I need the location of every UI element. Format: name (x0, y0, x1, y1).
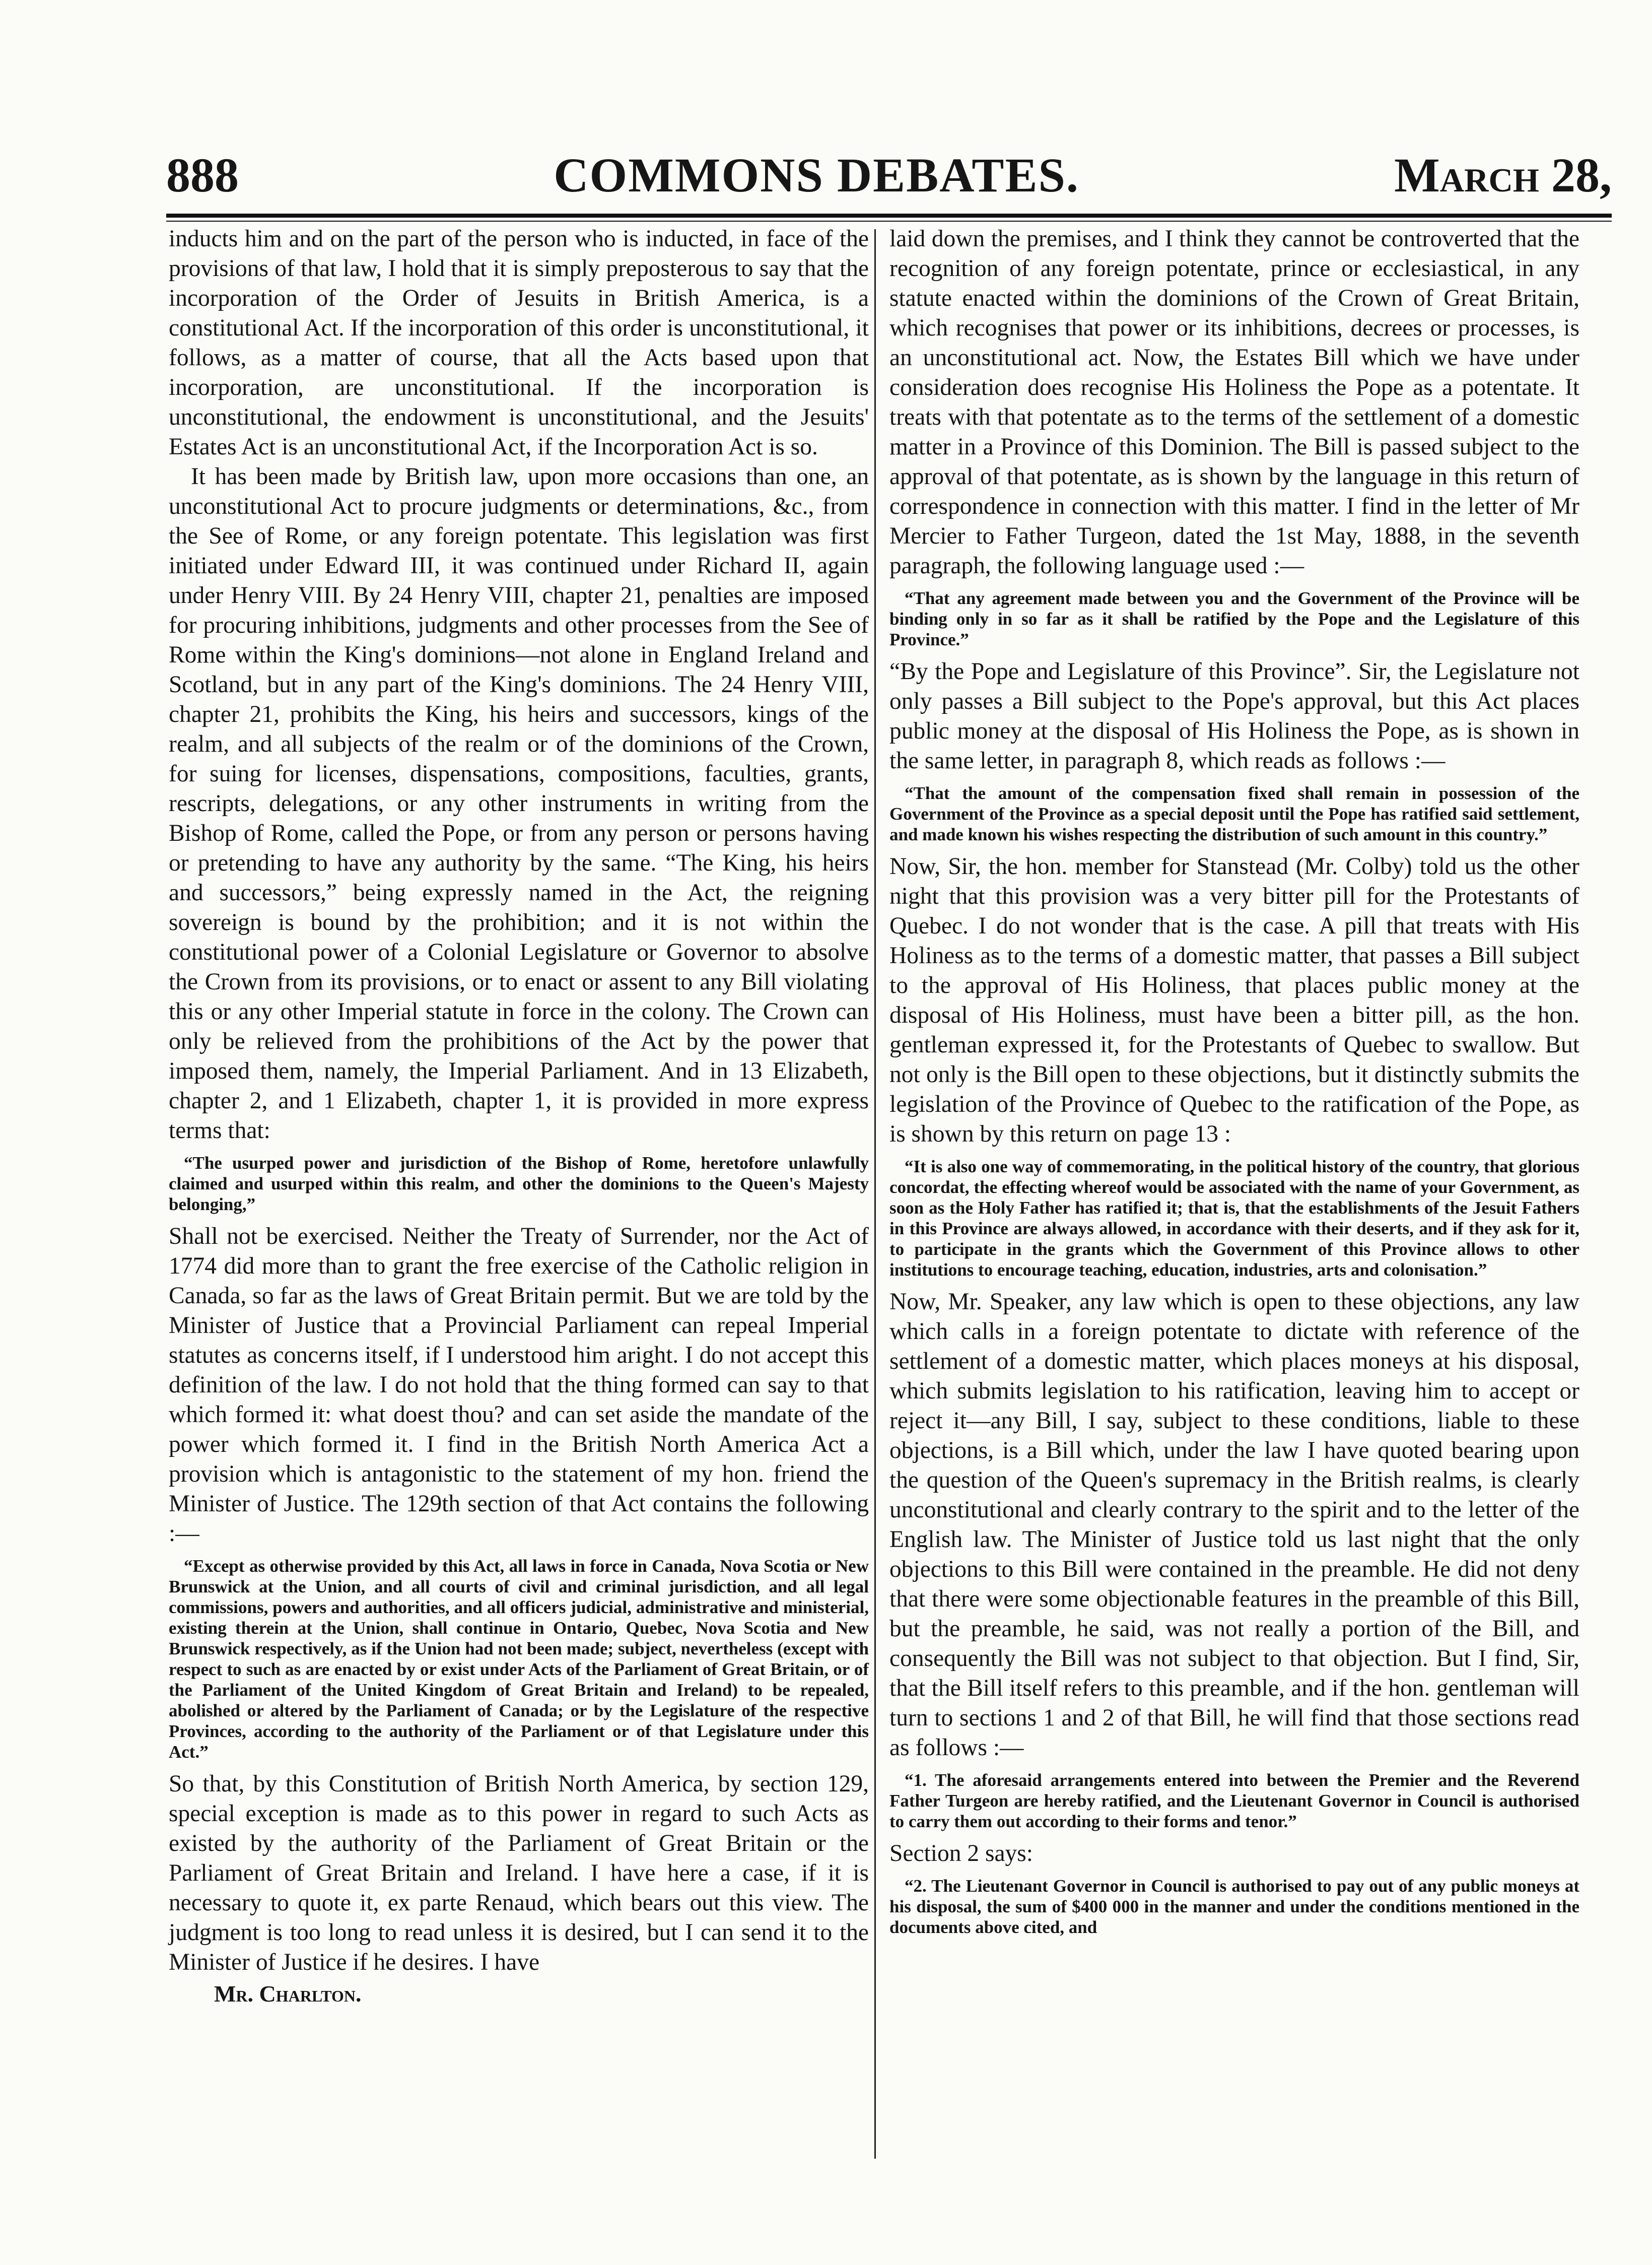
paragraph: Now, Sir, the hon. member for Stanstead (Mr. Colby) told us the other night that this provision was a very bitter pill for the Protestants of Quebec. I do not wonder that is the case. A pill that treats with His Holiness as to the terms of a domestic matter, that passes a Bill subject to the approval of His Holiness, that places public money at the disposal of His Holiness, must have been a bitter pill, as the hon. gentleman expressed it, for the Protestants of Quebec to swallow. But not only is the Bill open to these objections, but it distinctly submits the legislation of the Province of Quebec to the ratification of the Pope, as is shown by this return on page 13 : (889, 853, 1579, 1147)
left-column (169, 224, 869, 2007)
publication-title: COMMONS DEBATES. (554, 148, 1079, 202)
header-rule (166, 214, 1612, 218)
running-head (166, 148, 1612, 207)
speaker-signature: Mr. Charlton. (214, 1981, 362, 2007)
block-quote: “The usurped power and jurisdiction of the Bishop of Rome, heretofore unlawfully claimed and usurped within this realm, and other the dominions to the Queen's Majesty belonging,” (169, 1153, 869, 1214)
paragraph: So that, by this Constitution of British North America, by section 129, special exception is made as to this power in regard to such Acts as existed by the authority of the Parliament of Great Britain or the Parliament of Great Britain and Ireland. I have here a case, if it is necessary to quote it, ex parte Renaud, which bears out this view. The judgment is too long to read unless it is desired, but I can send it to the Minister of Justice if he desires. I have (169, 1771, 869, 1975)
page-number: 888 (166, 148, 239, 202)
block-quote: “That any agreement made between you and the Government of the Province will be binding only in so far as it shall be ratified by the Pope and the Legislature of this Province.” (889, 588, 1579, 649)
block-quote: “It is also one way of commemorating, in the political history of the country, that glorious concordat, the effecting whereof would be associated with the name of your Government, as soon as the Holy Father has ratified it; that is, that the establishments of the Jesuit Fathers in this Province are always allowed, in accordance with their deserts, and if they ask for it, to participate in the grants which the Government of this Province allows to other institutions to encourage teaching, education, industries, arts and colonisation.” (889, 1157, 1579, 1280)
column-divider (874, 229, 876, 2159)
paragraph: It has been made by British law, upon more occasions than one, an unconstitutional Act to procure judgments or determinations, &c., from the See of Rome, or any foreign potentate. This legislation was first initiated under Edward III, it was continued under Richard II, again under Henry VIII. By 24 Henry VIII, chapter 21, penalties are imposed for procuring inhibitions, judgments and other processes from the See of Rome within the King's dominions—not alone in England Ireland and Scotland, but in any part of the King's dominions. The 24 Henry VIII, chapter 21, prohibits the King, his heirs and successors, kings of the realm, and all subjects of the realm or of the dominions of the Crown, for suing for licenses, dispensations, compositions, faculties, grants, rescripts, delegations, or any other instruments in writing from the Bishop of Rome, called the Pope, or from any person or persons having or pretending to have any authority by the same. “The King, his heirs and successors,” being expressly named in the Act, the reigning sovereign is bound by the prohibition; and it is not within the constitutional power of a Colonial Legislature or Governor to absolve the Crown from its provisions, or to enact or assent to any Bill violating this or any other Imperial statute in force in the colony. The Crown can only be relieved from the prohibitions of the Act by the power that imposed them, namely, the Imperial Parliament. And in 13 Elizabeth, chapter 2, and 1 Elizabeth, chapter 1, it is provided in more express terms that: (169, 463, 869, 1144)
paragraph: Shall not be exercised. Neither the Treaty of Surrender, nor the Act of 1774 did more than to grant the free exercise of the Catholic religion in Canada, so far as the laws of Great Britain permit. But we are told by the Minister of Justice that a Provincial Parliament can repeal Imperial statutes as concerns itself, if I understood him aright. I do not accept this definition of the law. I do not hold that the thing formed can say to that which formed it: what doest thou? and can set aside the mandate of the power which formed it. I find in the British North America Act a provision which is antagonistic to the statement of my hon. friend the Minister of Justice. The 129th section of that Act contains the following :— (169, 1223, 869, 1547)
block-quote: “That the amount of the compensation fixed shall remain in possession of the Government of the Province as a special deposit until the Pope has ratified said settlement, and made known his wishes respecting the distribution of such amount in this country.” (889, 783, 1579, 844)
right-column (889, 224, 1579, 1945)
paragraph: Section 2 says: (889, 1840, 1033, 1867)
paragraph: laid down the premises, and I think they cannot be controverted that the recognition of any foreign potentate, prince or ecclesiastical, in any statute enacted within the dominions of the Crown of Great Britain, which recognises that power or its inhibitions, decrees or processes, is an unconstitutional act. Now, the Estates Bill which we have under consideration does recognise His Holiness the Pope as a potentate. It treats with that potentate as to the terms of the settlement of a domestic matter in a Province of this Dominion. The Bill is passed subject to the approval of that potentate, as is shown by the language in this return of correspondence in connection with this matter. I find in the letter of Mr Mercier to Father Turgeon, dated the 1st May, 1888, in the seventh paragraph, the following language used :— (889, 226, 1579, 579)
paragraph: Now, Mr. Speaker, any law which is open to these objections, any law which calls in a foreign potentate to dictate with reference of the settlement of a domestic matter, which places moneys at his disposal, which submits legislation to his ratification, leaving him to accept or reject it—any Bill, I say, subject to these conditions, liable to these objections, is a Bill which, under the law I have quoted bearing upon the question of the Queen's supremacy in the British realms, is clearly unconstitutional and clearly contrary to the spirit and to the letter of the English law. The Minister of Justice told us last night that the only objections to this Bill were contained in the preamble. He did not deny that there were some objectionable features in the preamble of this Bill, but the preamble, he said, was not really a portion of the Bill, and consequently the Bill was not subject to that objection. But I find, Sir, that the Bill itself refers to this preamble, and if the hon. gentleman will turn to sections 1 and 2 of that Bill, he will find that those sections read as follows :— (889, 1289, 1579, 1761)
block-quote: “2. The Lieutenant Governor in Council is authorised to pay out of any public moneys at his disposal, the sum of $400 000 in the manner and under the conditions mentioned in the documents above cited, and (889, 1876, 1579, 1937)
block-quote: “1. The aforesaid arrangements entered into between the Premier and the Reverend Father Turgeon are hereby ratified, and the Lieutenant Governor in Council is authorised to carry them out according to their forms and tenor.” (889, 1770, 1579, 1831)
paragraph: “By the Pope and Legislature of this Province”. Sir, the Legislature not only passes a Bill subject to the Pope's approval, but this Act places public money at the disposal of His Holiness the Pope, as is shown in the same letter, in paragraph 8, which reads as follows :— (889, 658, 1579, 774)
paragraph: inducts him and on the part of the person who is inducted, in face of the provisions of that law, I hold that it is simply preposterous to say that the incorporation of the Order of Jesuits in British America, is a constitutional Act. If the incorporation of this order is unconstitutional, it follows, as a matter of course, that all the Acts based upon that incorporation, are unconstitutional. If the incorporation is unconstitutional, the endowment is unconstitutional, and the Jesuits' Estates Act is an unconstitutional Act, if the Incorporation Act is so. (169, 226, 869, 460)
header-rule-thin (166, 221, 1612, 222)
page-date: March 28, (1394, 148, 1612, 202)
block-quote: “Except as otherwise provided by this Act, all laws in force in Canada, Nova Scotia or New Brunswick at the Union, and all courts of civil and criminal jurisdiction, and all legal commissions, powers and authorities, and all officers judicial, administrative and ministerial, existing therein at the Union, shall continue in Ontario, Quebec, Nova Scotia and New Brunswick respectively, as if the Union had not been made; subject, nevertheless (except with respect to such as are enacted by or exist under Acts of the Parliament of Great Britain, or of the Parliament of the United Kingdom of Great Britain and Ireland) to be repealed, abolished or altered by the Parliament of Canada; or by the Legislature of the respective Provinces, according to the authority of the Parliament or of that Legislature under this Act.” (169, 1556, 869, 1762)
